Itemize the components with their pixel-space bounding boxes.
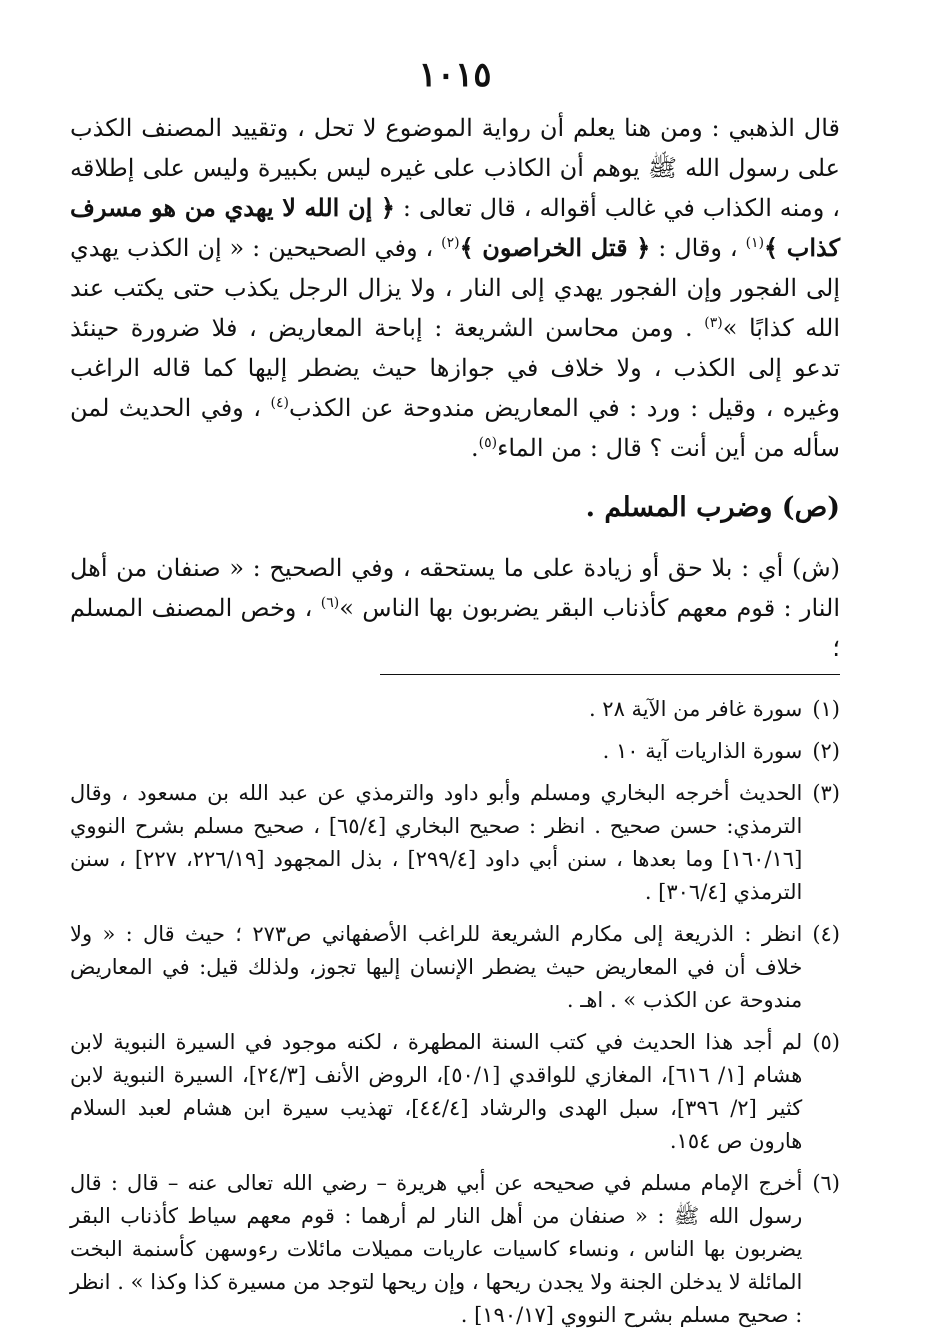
paragraph-text: ، وقال :: [658, 234, 738, 262]
footnote-ref: (١): [745, 235, 765, 251]
footnote: [70, 693, 840, 726]
paragraph-text: ، وفي الصحيحين : « إن الكذب يهدي إلى الفجور وإن الفجور يهدي إلى النار ، ولا يزال الرجل يكذب حتى يكتب عند الله كذابًا »: [70, 234, 840, 342]
footnote-text: أخرج الإمام مسلم في صحيحه عن أبي هريرة – رضي الله تعالى عنه – قال : قال رسول الله ﷺ : « صنفان من أهل النار لم أرهما : قوم معهم سياط كأذناب البقر يضربون بها الناس ، ونساء كاسيات عاريات مميلات مائلات رءوسهن كأسنمة البخت المائلة لا يدخلن الجنة ولا يجدن ريحها ، وإن ريحها لتوجد من مسيرة كذا وكذا » . انظر : صحيح مسلم بشرح النووي [١٩٠/١٧] .: [70, 1171, 803, 1327]
footnote: [70, 1026, 840, 1158]
paragraph-text: ، وفي الحديث لمن سأله من أين أنت ؟ قال : من الماء: [70, 394, 840, 462]
paragraph-text: قال الذهبي : ومن هنا يعلم أن رواية الموضوع لا تحل ، وتقييد المصنف الكذب على رسول الله ﷺ يوهم أن الكاذب على غيره ليس بكبيرة وليس على إطلاقه ، ومنه الكذاب في غالب أقواله ، قال تعالى :: [70, 114, 840, 222]
paragraph-text: . ومن محاسن الشريعة : إباحة المعاريض ، فلا ضرورة حينئذ تدعو إلى الكذب ، ولا خلاف في جوازها حيث يضطر إليها كما قاله الراغب وغيره ، وقيل : ورد : في المعاريض مندوحة عن الكذب: [70, 314, 840, 422]
footnote-ref: (٢): [441, 235, 460, 251]
footnote-number: (١): [812, 697, 840, 721]
footnote: [70, 918, 840, 1017]
footnote-text: انظر : الذريعة إلى مكارم الشريعة للراغب الأصفهاني ص٢٧٣ ؛ حيث قال : « ولا خلاف أن في المعاريض حيث يضطر الإنسان إليها تجوز، ولذلك قيل: في المعاريض مندوحة عن الكذب » . اهـ .: [70, 922, 803, 1012]
paragraph-text: .: [470, 434, 479, 462]
document-page: [70, 52, 840, 1341]
footnote-text: لم أجد هذا الحديث في كتب السنة المطهرة ، لكنه موجود في السيرة النبوية لابن هشام [١/ ٦١٦]، المغازي للواقدي [٥٠/١]، الروض الأنف [٢٤/٣]، السيرة النبوية لابن كثير [٢/ ٣٩٦]، سبل الهدى والرشاد [٤٤/٤]، تهذيب سيرة ابن هشام لعبد السلام هارون ص ١٥٤.: [70, 1030, 803, 1153]
quran-verse: ﴿ إن الله لا يهدي من هو مسرف كذاب ﴾: [70, 193, 841, 262]
paragraph-text: ، وخص المصنف المسلم ؛: [70, 594, 840, 662]
footnote-number: (٣): [812, 781, 840, 805]
footnote-number: (٥): [812, 1030, 840, 1054]
footnote-ref: (٣): [704, 315, 723, 331]
footnote-ref: (٦): [320, 595, 340, 611]
paragraph-text: (ش) أي : بلا حق أو زيادة على ما يستحقه ، وفي الصحيح : « صنفان من أهل النار : قوم معهم كأذناب البقر يضربون بها الناس »: [70, 554, 840, 622]
section-heading: (ص) وضرب المسلم .: [585, 492, 840, 523]
footnote-divider: [380, 674, 840, 675]
footnote: [70, 1167, 840, 1332]
paragraph-1: [70, 108, 840, 468]
footnote-number: (٦): [812, 1171, 840, 1195]
quran-verse: ﴿ قتل الخراصون ﴾: [459, 233, 651, 262]
footnote: [70, 777, 840, 909]
footnote-text: الحديث أخرجه البخاري ومسلم وأبو داود والترمذي عن عبد الله بن مسعود ، وقال الترمذي: حسن صحيح . انظر : صحيح البخاري [٦٥/٤] ، صحيح مسلم بشرح النووي [١٦٠/١٦] وما بعدها ، سنن أبي داود [٢٩٩/٤] ، بذل المجهود [٢٢٦/١٩، ٢٢٧] ، سنن الترمذي [٣٠٦/٤] .: [70, 781, 803, 904]
footnote-ref: (٤): [270, 395, 289, 411]
footnote-ref: (٥): [478, 435, 498, 451]
footnote-text: سورة الذاريات آية ١٠ .: [602, 739, 803, 763]
footnote-text: سورة غافر من الآية ٢٨ .: [588, 697, 803, 721]
footnotes: [70, 693, 840, 1332]
main-text: [70, 108, 840, 668]
paragraph-2: [70, 548, 840, 668]
footnote-number: (٢): [812, 739, 840, 763]
footnote-number: (٤): [812, 922, 840, 946]
footnote: [70, 735, 840, 768]
page-number: ١٠١٥: [418, 55, 492, 95]
